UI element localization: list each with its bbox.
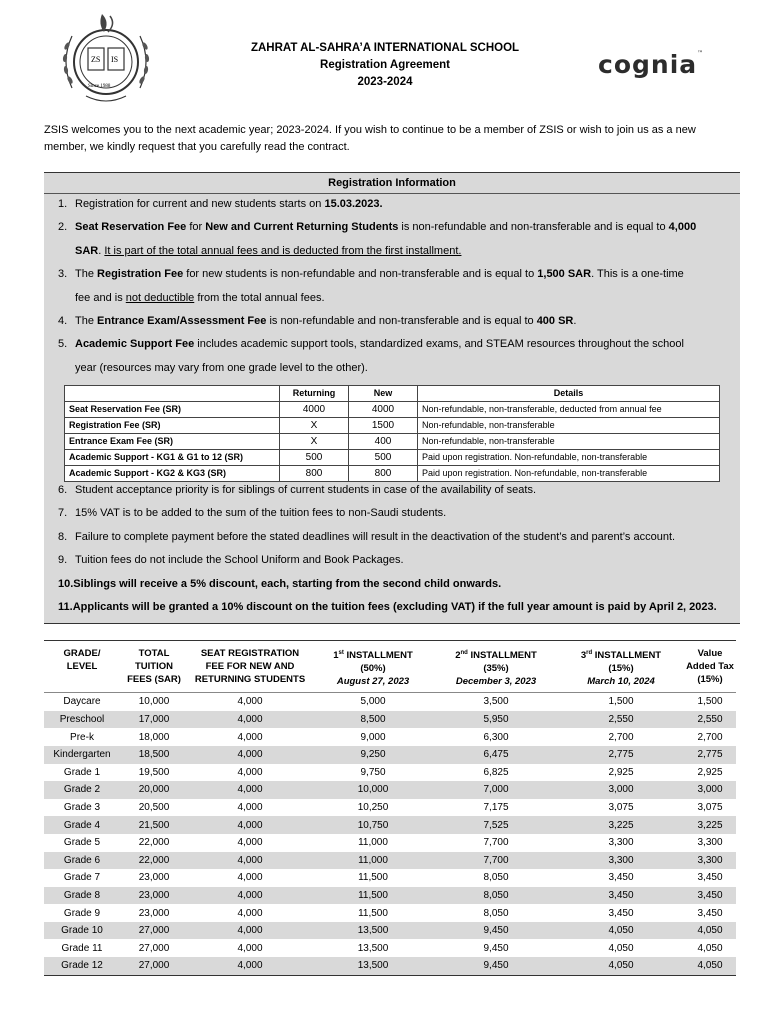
table-row: [44, 799, 736, 817]
table-cell: 4,000: [188, 816, 312, 834]
table-cell: 4,000: [237, 766, 263, 778]
table-cell: 4,000: [188, 711, 312, 729]
table-cell: 4,050: [558, 922, 684, 940]
registration-info-box: [44, 172, 740, 624]
table-cell: 3,450: [697, 907, 723, 919]
table-cell: 3,075: [608, 802, 634, 814]
table-cell: 18,000: [138, 731, 170, 743]
table-cell: 27,000: [120, 922, 188, 940]
table-cell: 2,925: [697, 766, 723, 778]
table-cell: 9,000: [360, 731, 386, 743]
reg-item-6: 6. Student acceptance priority is for siblings of current students in case of the availability of seats.: [58, 484, 537, 496]
table-cell: 23,000: [138, 872, 170, 884]
academic-year: 2023-2024: [357, 76, 413, 88]
table-cell: 7,525: [434, 816, 558, 834]
table-cell: 4,050: [684, 922, 736, 940]
fee-table-header: Returning New Details: [65, 386, 720, 402]
reg-item-3: 3. The Registration Fee for new students is non-refundable and non-transferable and is equal to 1,500 SAR. This is a one-time fee and is not deductible from the total annual fees.: [58, 268, 684, 304]
table-cell: 20,500: [138, 802, 170, 814]
table-cell: 9,250: [312, 746, 434, 764]
table-row: [44, 816, 736, 834]
reg-item-2: 2. Seat Reservation Fee for New and Current Returning Students is non-refundable and non-transferable and is equal to 4,000 SAR. It is part of the total annual fees and is deducted from the first installment.: [58, 221, 697, 257]
table-row: [44, 939, 736, 957]
table-cell: 4,000: [188, 852, 312, 870]
table-cell: 27,000: [138, 942, 170, 954]
table-cell: 19,500: [138, 766, 170, 778]
col-grade: GRADE/ LEVEL: [44, 641, 120, 693]
table-cell: 4,000: [237, 696, 263, 708]
reg-item-7: 7. 15% VAT is to be added to the sum of the tuition fees to non-Saudi students.: [58, 507, 447, 519]
table-cell: 3,450: [608, 872, 634, 884]
table-cell: Grade 12: [44, 957, 120, 975]
school-name: ZAHRAT AL-SAHRA’A INTERNATIONAL SCHOOL: [250, 42, 520, 54]
table-cell: 2,550: [558, 711, 684, 729]
table-cell: 20,000: [120, 781, 188, 799]
table-cell: 5,000: [360, 696, 386, 708]
table-cell: 4,000: [237, 731, 263, 743]
table-cell: 8,500: [312, 711, 434, 729]
table-cell: 3,000: [684, 781, 736, 799]
reg-item-9: 9. Tuition fees do not include the School Uniform and Book Packages.: [58, 554, 404, 566]
table-cell: 11,500: [312, 887, 434, 905]
table-cell: 6,825: [483, 766, 509, 778]
table-cell: 4,050: [608, 942, 634, 954]
table-cell: 7,700: [434, 852, 558, 870]
table-cell: 27,000: [120, 957, 188, 975]
table-cell: Grade 2: [44, 781, 120, 799]
table-cell: 3,450: [558, 887, 684, 905]
table-cell: 7,175: [483, 802, 509, 814]
table-cell: 23,000: [120, 887, 188, 905]
table-cell: 13,500: [312, 957, 434, 975]
logo-text-left: ZS: [91, 55, 101, 64]
table-cell: Grade 5: [63, 837, 101, 849]
table-cell: Grade 9: [63, 907, 101, 919]
table-cell: 3,500: [483, 696, 509, 708]
table-cell: 9,450: [434, 957, 558, 975]
table-cell: 4,050: [697, 942, 723, 954]
table-row: Registration Fee (SR) X 1500 Non-refundable, non-transferable: [65, 418, 720, 434]
table-cell: 5,950: [434, 711, 558, 729]
table-cell: 11,500: [358, 907, 388, 919]
table-row: Academic Support - KG2 & KG3 (SR) 800 800 Paid upon registration. Non-refundable, non-transferable: [65, 466, 720, 482]
table-cell: Grade 3: [63, 802, 101, 814]
table-cell: Grade 7: [63, 872, 101, 884]
table-cell: 21,500: [120, 816, 188, 834]
table-cell: 4,000: [188, 746, 312, 764]
table-cell: Grade 8: [44, 887, 120, 905]
reg-item-10: 10.Siblings will receive a 5% discount, each, starting from the second child onwards.: [58, 578, 502, 590]
reg-item-1: 1. Registration for current and new students starts on 15.03.2023.: [58, 198, 383, 210]
table-cell: 8,050: [483, 872, 509, 884]
table-cell: 11,000: [312, 852, 434, 870]
tuition-table: [44, 640, 736, 976]
table-row: [44, 711, 736, 729]
table-cell: 10,250: [357, 802, 389, 814]
table-cell: 3,300: [684, 852, 736, 870]
table-cell: 1,500: [608, 696, 634, 708]
table-cell: 8,050: [483, 907, 509, 919]
col-seat: SEAT REGISTRATION FEE FOR NEW AND RETURNING STUDENTS: [188, 641, 312, 693]
table-cell: 23,000: [138, 907, 170, 919]
document-title: Registration Agreement: [320, 59, 450, 71]
logo-since: Since 1988: [88, 84, 111, 89]
logo-text-right: IS: [111, 55, 119, 64]
table-cell: 4,000: [188, 887, 312, 905]
table-cell: 9,750: [360, 766, 386, 778]
table-cell: 10,000: [312, 781, 434, 799]
tuition-table-header: [44, 641, 736, 693]
table-cell: Grade 11: [61, 942, 103, 954]
reg-item-4: 4. The Entrance Exam/Assessment Fee is non-refundable and non-transferable and is equal to 400 SR.: [58, 315, 577, 327]
table-cell: 3,300: [608, 837, 634, 849]
table-row: [44, 922, 736, 940]
table-cell: 4,000: [237, 872, 263, 884]
table-cell: 3,000: [558, 781, 684, 799]
table-cell: 4,000: [237, 907, 263, 919]
table-cell: 4,000: [237, 942, 263, 954]
table-cell: 4,000: [237, 802, 263, 814]
col-inst2: 2nd INSTALLMENT (35%) December 3, 2023: [434, 641, 558, 693]
table-row: [44, 728, 736, 746]
table-cell: Grade 6: [44, 852, 120, 870]
table-cell: 13,500: [312, 922, 434, 940]
table-cell: 4,000: [188, 957, 312, 975]
table-cell: 3,450: [697, 872, 723, 884]
fee-table: [64, 385, 720, 482]
table-cell: 7,700: [483, 837, 509, 849]
col-vat: Value Added Tax (15%): [684, 641, 736, 693]
table-cell: Daycare: [63, 696, 101, 708]
table-cell: 2,700: [697, 731, 723, 743]
table-cell: 7,000: [434, 781, 558, 799]
table-cell: Preschool: [44, 711, 120, 729]
reg-item-5: 5. Academic Support Fee includes academic support tools, standardized exams, and STEAM resources throughout the school year (resources may vary from one grade level to the other).: [58, 338, 684, 374]
table-cell: Kindergarten: [44, 746, 120, 764]
table-cell: 17,000: [120, 711, 188, 729]
table-cell: 4,000: [188, 922, 312, 940]
table-cell: 3,450: [608, 907, 634, 919]
table-row: [44, 904, 736, 922]
table-cell: 6,300: [483, 731, 509, 743]
table-cell: 13,500: [357, 942, 389, 954]
col-inst3: 3rd INSTALLMENT (15%) March 10, 2024: [558, 641, 684, 693]
table-cell: 8,050: [434, 887, 558, 905]
table-cell: 3,300: [558, 852, 684, 870]
table-cell: 18,500: [120, 746, 188, 764]
reg-item-8: 8. Failure to complete payment before the stated deadlines will result in the deactivation of the student’s and parent’s account.: [58, 531, 676, 543]
col-total: TOTAL TUITION FEES (SAR): [120, 641, 188, 693]
table-cell: 3,300: [697, 837, 723, 849]
table-cell: 2,775: [684, 746, 736, 764]
table-cell: 2,700: [608, 731, 634, 743]
table-cell: 2,550: [684, 711, 736, 729]
table-cell: 3,225: [684, 816, 736, 834]
table-cell: 11,000: [358, 837, 388, 849]
table-row: [44, 764, 736, 782]
table-cell: 10,750: [312, 816, 434, 834]
intro-paragraph: ZSIS welcomes you to the next academic year; 2023-2024. If you wish to continue to be a member of ZSIS or wish to join us as a new member, we kindly request that you carefully read the contract.: [44, 124, 696, 153]
table-cell: 3,450: [684, 887, 736, 905]
table-cell: Pre-k: [70, 731, 94, 743]
cognia-logo: cognia™: [598, 50, 705, 79]
registration-title: Registration Information: [328, 177, 456, 189]
table-row: Academic Support - KG1 & G1 to 12 (SR) 500 500 Paid upon registration. Non-refundable, non-transferable: [65, 450, 720, 466]
col-inst1: 1st INSTALLMENT (50%) August 27, 2023: [312, 641, 434, 693]
table-cell: Grade 1: [63, 766, 101, 778]
table-row: [44, 781, 736, 799]
table-row: [44, 887, 736, 905]
table-cell: 4,050: [558, 957, 684, 975]
table-cell: 10,000: [138, 696, 170, 708]
table-cell: 22,000: [120, 852, 188, 870]
table-cell: Grade 10: [44, 922, 120, 940]
table-cell: 4,000: [188, 781, 312, 799]
table-row: [44, 693, 736, 711]
table-cell: 3,075: [697, 802, 723, 814]
table-row: Entrance Exam Fee (SR) X 400 Non-refundable, non-transferable: [65, 434, 720, 450]
table-row: [44, 852, 736, 870]
table-cell: 6,475: [434, 746, 558, 764]
table-row: [44, 746, 736, 764]
table-cell: Grade 4: [44, 816, 120, 834]
table-cell: 9,450: [434, 922, 558, 940]
table-row: [44, 834, 736, 852]
table-row: Seat Reservation Fee (SR) 4000 4000 Non-refundable, non-transferable, deducted from annual fee: [65, 402, 720, 418]
table-cell: 22,000: [138, 837, 170, 849]
table-row: [44, 869, 736, 887]
table-cell: 3,225: [558, 816, 684, 834]
reg-item-11: 11.Applicants will be granted a 10% discount on the tuition fees (excluding VAT) if the full year amount is paid by April 2, 2023.: [58, 601, 717, 613]
table-row: [44, 957, 736, 975]
table-cell: 4,050: [684, 957, 736, 975]
table-cell: 2,925: [608, 766, 634, 778]
table-cell: 9,450: [483, 942, 509, 954]
table-cell: 2,775: [558, 746, 684, 764]
table-cell: 11,500: [358, 872, 388, 884]
table-cell: 4,000: [237, 837, 263, 849]
table-cell: 1,500: [697, 696, 723, 708]
